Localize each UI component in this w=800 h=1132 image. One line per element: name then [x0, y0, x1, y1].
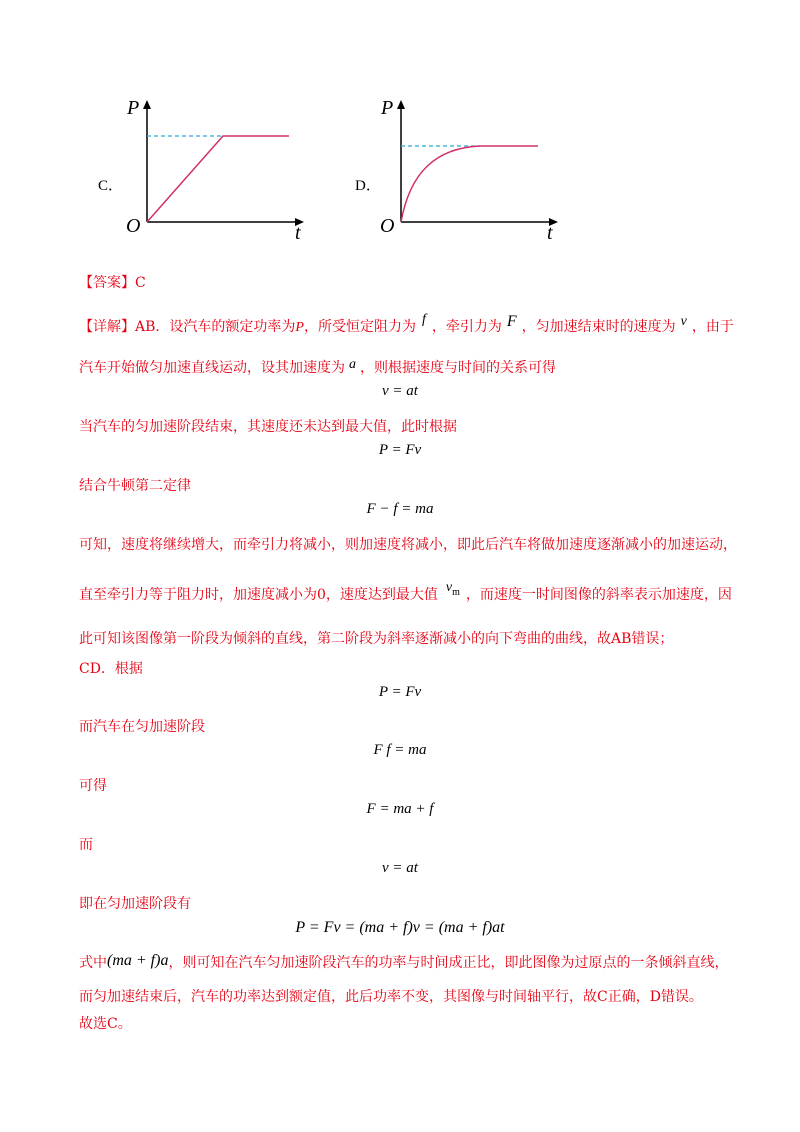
equation-7: v = at	[382, 860, 418, 876]
graph-d	[374, 92, 574, 242]
graph-c	[120, 92, 320, 242]
explain-line-11: 而	[79, 837, 93, 853]
explain-line-7: 此可知该图像第一阶段为倾斜的直线，第二阶段为斜率逐渐减小的向下弯曲的曲线，故AB错误；	[79, 631, 674, 647]
option-d-label: D．	[355, 178, 381, 194]
var-F: F	[506, 313, 517, 330]
explain-line-13: 式中(ma + f)a，则可知在汽车匀加速阶段汽车的功率与时间成正比，即此图像为过原点的一条倾斜直线，	[79, 952, 729, 971]
graph-c-power-curve	[147, 136, 289, 222]
graph-d-y-arrow	[397, 100, 405, 109]
answer: 【答案】C	[79, 275, 146, 291]
equation-3: F − f = ma	[366, 501, 434, 517]
graph-c-y-arrow	[143, 100, 151, 109]
graph-d-power-curve	[401, 146, 538, 222]
explain-line-15: 故选C。	[79, 1016, 132, 1032]
graph-d-axis-p: P	[381, 97, 394, 119]
explain-line-1: 【详解】AB．设汽车的额定功率为P，所受恒定阻力为 f ，牵引力为 F ，匀加速结束时的速度为 v ，由于	[79, 312, 734, 335]
equation-8: P = Fv = (ma + f)v = (ma + f)at	[295, 919, 505, 936]
equation-1: v = at	[382, 383, 418, 399]
graph-c-origin: O	[126, 215, 141, 237]
graph-d-axis-t: t	[547, 222, 553, 244]
graph-c-axis-t: t	[295, 222, 301, 244]
explain-line-4: 结合牛顿第二定律	[79, 478, 191, 494]
var-vm: $v_m$	[445, 580, 460, 598]
var-f: f	[421, 312, 426, 327]
equation-5: F f = ma	[373, 742, 427, 758]
explain-line-5: 可知，速度将继续增大，而牵引力将减小，则加速度将减小，即此后汽车将做加速度逐渐减小的加速运动，	[79, 537, 737, 553]
explain-line-3: 当汽车的匀加速阶段结束，其速度还未达到最大值，此时根据	[79, 419, 457, 435]
explain-line-12: 即在匀加速阶段有	[79, 896, 191, 912]
equation-4: P = Fv	[378, 684, 422, 700]
explain-line-10: 可得	[79, 778, 107, 794]
explain-line-6: 直至牵引力等于阻力时，加速度减小为0，速度达到最大值 $v_m$ ，而速度一时间图像的斜率表示加速度，因	[79, 580, 732, 603]
var-v: v	[680, 314, 687, 329]
var-a: a	[349, 357, 356, 372]
expr-ma-f-a: (ma + f)a	[107, 952, 169, 969]
equation-2: P = Fv	[378, 442, 422, 458]
option-c-label: C．	[98, 178, 124, 194]
equation-6: F = ma + f	[366, 801, 434, 817]
graph-d-origin: O	[380, 215, 395, 237]
explain-line-2: 汽车开始做匀加速直线运动，设其加速度为 a ，则根据速度与时间的关系可得	[79, 357, 556, 376]
explain-line-14: 而匀加速结束后，汽车的功率达到额定值，此后功率不变，其图像与时间轴平行，故C正确，D错误。	[79, 989, 703, 1005]
explain-line-9: 而汽车在匀加速阶段	[79, 719, 205, 735]
explain-line-8: CD．根据	[79, 661, 143, 677]
graph-c-axis-p: P	[127, 97, 140, 119]
